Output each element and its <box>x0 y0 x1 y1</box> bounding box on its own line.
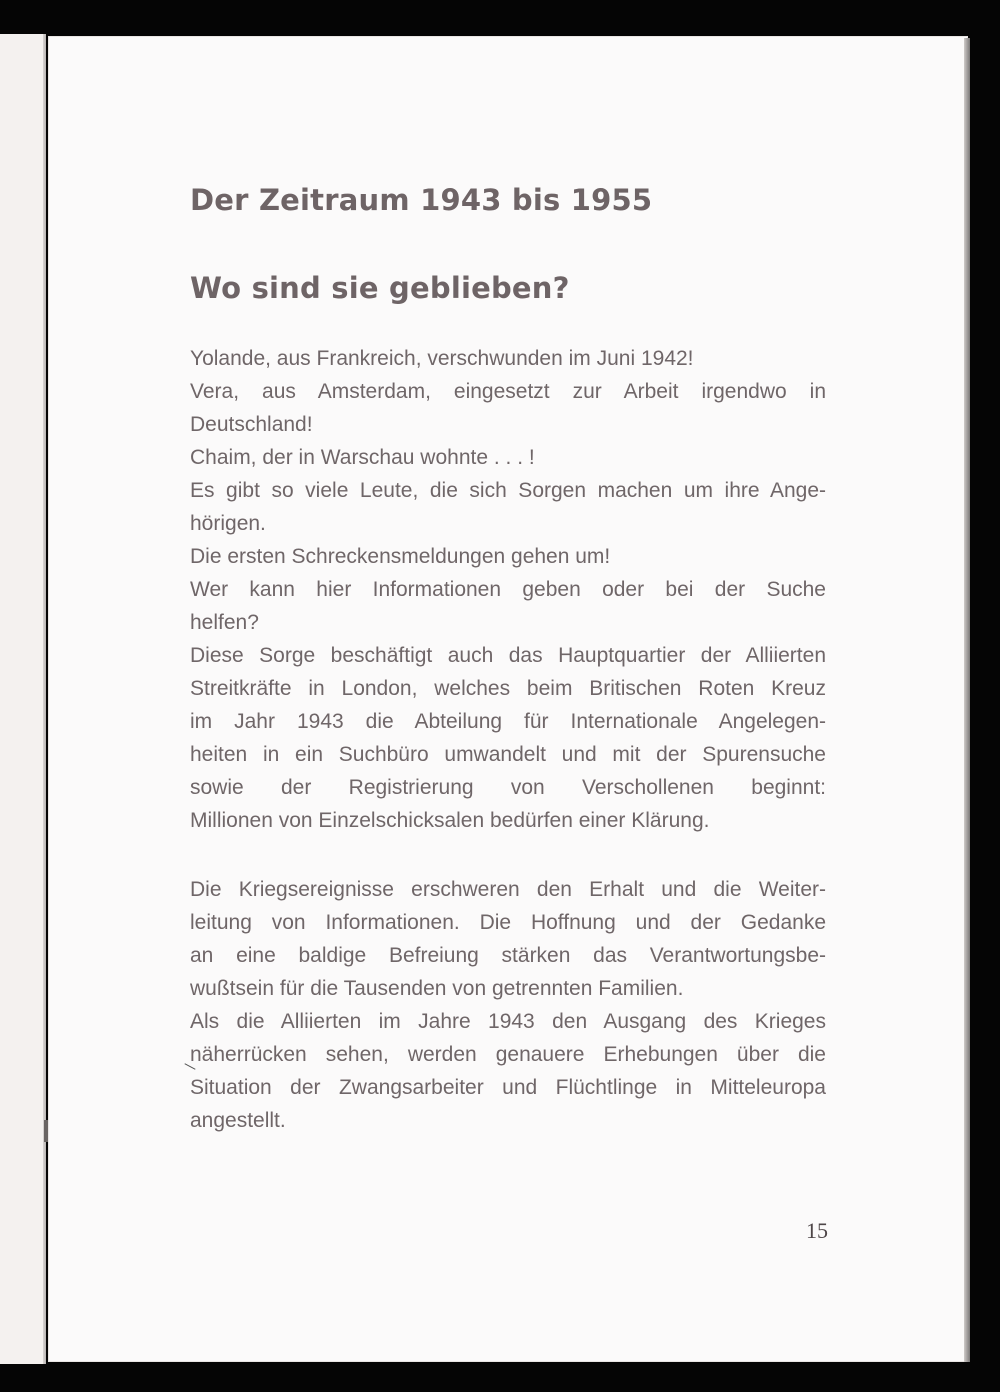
text-line: näherrücken sehen, werden genauere Erhebungen über die <box>190 1043 826 1066</box>
text-line: Als die Alliierten im Jahre 1943 den Ausgang des Krieges <box>190 1010 826 1033</box>
page-number: 15 <box>806 1218 828 1243</box>
text-line: angestellt. <box>190 1109 286 1132</box>
text-line: Die ersten Schreckensmeldungen gehen um! <box>190 545 611 568</box>
text-line: Wer kann hier Informationen geben oder bei der Suche <box>190 578 826 601</box>
section-subheading: Wo sind sie geblieben? <box>190 271 570 305</box>
text-line: Millionen von Einzelschicksalen bedürfen einer Klärung. <box>190 809 710 832</box>
text-line: heiten in ein Suchbüro umwandelt und mit der Spurensuche <box>190 743 826 766</box>
text-line: helfen? <box>190 611 259 634</box>
text-line: Die Kriegsereignisse erschweren den Erhalt und die Weiter- <box>190 878 826 901</box>
text-line: Vera, aus Amsterdam, eingesetzt zur Arbeit irgendwo in <box>190 380 826 403</box>
text-line: sowie der Registrierung von Verschollenen beginnt: <box>190 776 826 799</box>
text-line: Diese Sorge beschäftigt auch das Hauptquartier der Alliierten <box>190 644 826 667</box>
left-page-edge <box>0 34 46 1364</box>
text-line: Streitkräfte in London, welches beim Britischen Roten Kreuz <box>190 677 826 700</box>
text-line: an eine baldige Befreiung stärken das Verantwortungsbe- <box>190 944 826 967</box>
text-line: Chaim, der in Warschau wohnte . . . ! <box>190 446 535 469</box>
text-line: im Jahr 1943 die Abteilung für Internationale Angelegen- <box>190 710 826 733</box>
paragraph-block-2 <box>190 873 826 1137</box>
text-line: wußtsein für die Tausenden von getrennten Familien. <box>190 977 684 1000</box>
text-line: Situation der Zwangsarbeiter und Flüchtlinge in Mitteleuropa <box>190 1076 826 1099</box>
text-line: Yolande, aus Frankreich, verschwunden im Juni 1942! <box>190 347 694 370</box>
text-line: Es gibt so viele Leute, die sich Sorgen machen um ihre Ange- <box>190 479 826 502</box>
section-heading: Der Zeitraum 1943 bis 1955 <box>190 183 653 217</box>
text-line: leitung von Informationen. Die Hoffnung und der Gedanke <box>190 911 826 934</box>
page-edge-shadow <box>964 38 970 1362</box>
text-line: hörigen. <box>190 512 266 535</box>
paragraph-block-1 <box>190 342 826 837</box>
text-line: Deutschland! <box>190 413 313 436</box>
